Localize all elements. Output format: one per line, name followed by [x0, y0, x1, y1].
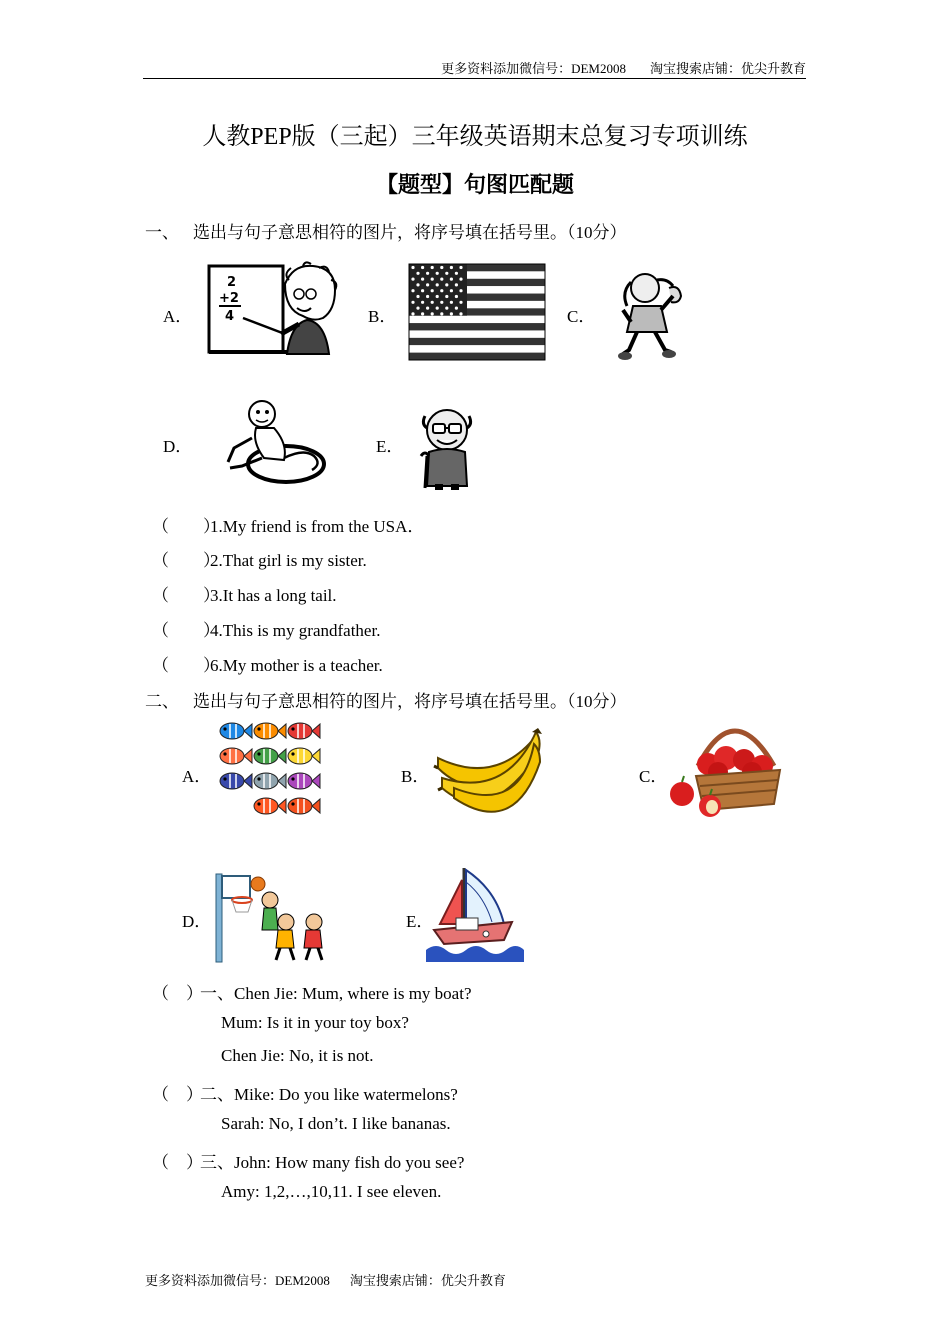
flag-star [459, 312, 462, 315]
toy-sailboat-icon [426, 866, 524, 964]
answer-blank[interactable]: （ ） [152, 1153, 203, 1172]
blackboard-line-3: 4 [225, 309, 235, 324]
flag-star [436, 295, 439, 298]
flag-star [459, 301, 462, 304]
flag-star [436, 283, 439, 286]
dialogue-text: 一、Chen Jie: Mum, where is my boat? [200, 984, 472, 1003]
usa-flag-icon [409, 264, 545, 360]
flag-star [431, 312, 434, 315]
footer-shop: 淘宝搜索店铺：优尖升教育 [349, 1273, 506, 1288]
header-shop: 淘宝搜索店铺：优尖升教育 [649, 61, 806, 76]
answer-blank[interactable]: （ ） [152, 586, 220, 605]
flag-stripe [409, 345, 545, 352]
answer-blank[interactable]: （ ） [152, 1085, 203, 1104]
flag-stripe [409, 316, 545, 323]
s2-dialogue-3-line-1 [152, 1148, 464, 1173]
flag-star [450, 266, 453, 269]
flag-star [445, 283, 448, 286]
s1-option-label-a: A． [163, 307, 193, 326]
header-wechat: 更多资料添加微信号：DEM2008 [441, 61, 626, 76]
flag-star [421, 312, 424, 315]
flag-star [445, 272, 448, 275]
flag-star [440, 266, 443, 269]
flag-star [431, 266, 434, 269]
page-header [143, 58, 806, 79]
flag-star [411, 266, 414, 269]
flag-star [455, 283, 458, 286]
page-title: 人教PEP版（三起）三年级英语期末总复习专项训练 [202, 124, 748, 150]
fish [288, 798, 320, 814]
flag-star [455, 307, 458, 310]
s2-dialogue-3-line-2: Amy: 1,2,…,10,11. I see eleven. [221, 1182, 442, 1201]
flag-star [426, 295, 429, 298]
s1-option-label-d: D． [163, 437, 193, 456]
girl-walking-icon [615, 268, 687, 364]
s2-option-label-c: C． [639, 767, 668, 786]
question-text: 6.My mother is a teacher. [210, 656, 383, 675]
section1-heading [145, 218, 627, 243]
flag-star [411, 301, 414, 304]
question-text: 2.That girl is my sister. [210, 551, 367, 570]
flag-star [440, 289, 443, 292]
flag-star [440, 301, 443, 304]
s1-option-label-c: C． [567, 307, 596, 326]
eleven-fish-icon [214, 718, 318, 818]
grandfather-with-cane-icon [413, 404, 483, 490]
question-text: 1.My friend is from the USA． [210, 517, 425, 536]
fish [254, 723, 286, 739]
s1-question-1 [152, 512, 424, 537]
fish [220, 723, 252, 739]
s2-option-label-b: B． [401, 767, 430, 786]
monkey-long-tail-icon [222, 398, 328, 486]
answer-blank[interactable]: （ ） [152, 517, 220, 536]
footer-wechat: 更多资料添加微信号：DEM2008 [145, 1273, 330, 1288]
s2-option-label-d: D． [182, 912, 212, 931]
flag-star [431, 301, 434, 304]
section2-instruction: 选出与句子意思相符的图片，将序号填在括号里。（10分） [193, 692, 627, 711]
flag-star [459, 289, 462, 292]
flag-star [411, 289, 414, 292]
s2-dialogue-2-line-1 [152, 1080, 458, 1105]
flag-star [459, 266, 462, 269]
flag-star [455, 272, 458, 275]
question-text: 3.It has a long tail. [210, 586, 337, 605]
fish [288, 748, 320, 764]
s2-dialogue-2-line-2: Sarah: No, I don’t. I like bananas. [221, 1114, 451, 1133]
fish [254, 798, 286, 814]
flag-star [411, 278, 414, 281]
fish [254, 773, 286, 789]
flag-star [450, 278, 453, 281]
fish [220, 748, 252, 764]
flag-star [450, 312, 453, 315]
s2-option-label-e: E． [406, 912, 434, 931]
flag-star [426, 283, 429, 286]
answer-blank[interactable]: （ ） [152, 984, 203, 1003]
s2-dialogue-1-line-3: Chen Jie: No, it is not. [221, 1046, 374, 1065]
flag-star [421, 289, 424, 292]
flag-stripe [409, 353, 545, 360]
flag-stripe [409, 338, 545, 345]
kids-basketball-icon [214, 872, 332, 964]
s1-option-label-b: B． [368, 307, 397, 326]
flag-star [416, 272, 419, 275]
page-footer [145, 1270, 526, 1289]
s1-question-5 [152, 651, 383, 676]
s2-option-label-a: A． [182, 767, 212, 786]
dialogue-text: 三、John: How many fish do you see? [200, 1153, 465, 1172]
flag-star [421, 278, 424, 281]
page-subtitle: 【题型】句图匹配题 [375, 173, 574, 198]
flag-star [450, 289, 453, 292]
flag-star [411, 312, 414, 315]
answer-blank[interactable]: （ ） [152, 621, 220, 640]
flag-star [450, 301, 453, 304]
s1-option-label-e: E． [376, 437, 404, 456]
bananas-icon [434, 728, 544, 820]
section2-heading [145, 687, 627, 712]
answer-blank[interactable]: （ ） [152, 656, 220, 675]
blackboard-line-2: +2 [219, 291, 239, 306]
teacher-at-blackboard-icon [207, 262, 337, 357]
s2-dialogue-1-line-2: Mum: Is it in your toy box? [221, 1013, 409, 1032]
flag-star [416, 307, 419, 310]
flag-stripe [409, 330, 545, 337]
s1-question-4 [152, 616, 380, 641]
section2-number: 二、 [145, 692, 179, 711]
blackboard-line-1: 2 [227, 275, 237, 290]
question-text: 4.This is my grandfather. [210, 621, 381, 640]
flag-star [421, 301, 424, 304]
s1-question-3 [152, 581, 337, 606]
flag-star [445, 307, 448, 310]
flag-stripe [409, 323, 545, 330]
flag-star [416, 283, 419, 286]
flag-star [426, 307, 429, 310]
s2-dialogue-1-line-1 [152, 979, 472, 1004]
fish [220, 773, 252, 789]
flag-star [431, 278, 434, 281]
section1-instruction: 选出与句子意思相符的图片，将序号填在括号里。（10分） [193, 223, 627, 242]
section1-number: 一、 [145, 223, 179, 242]
flag-star [445, 295, 448, 298]
fish [288, 773, 320, 789]
flag-star [436, 307, 439, 310]
s1-question-2 [152, 546, 367, 571]
flag-star [426, 272, 429, 275]
flag-star [416, 295, 419, 298]
flag-star [436, 272, 439, 275]
fish [288, 723, 320, 739]
flag-star [459, 278, 462, 281]
flag-star [440, 312, 443, 315]
flag-star [421, 266, 424, 269]
dialogue-text: 二、Mike: Do you like watermelons? [200, 1085, 458, 1104]
flag-star [440, 278, 443, 281]
flag-star [431, 289, 434, 292]
apple-basket-icon [668, 726, 782, 820]
flag-star [455, 295, 458, 298]
answer-blank[interactable]: （ ） [152, 551, 220, 570]
fish [254, 748, 286, 764]
